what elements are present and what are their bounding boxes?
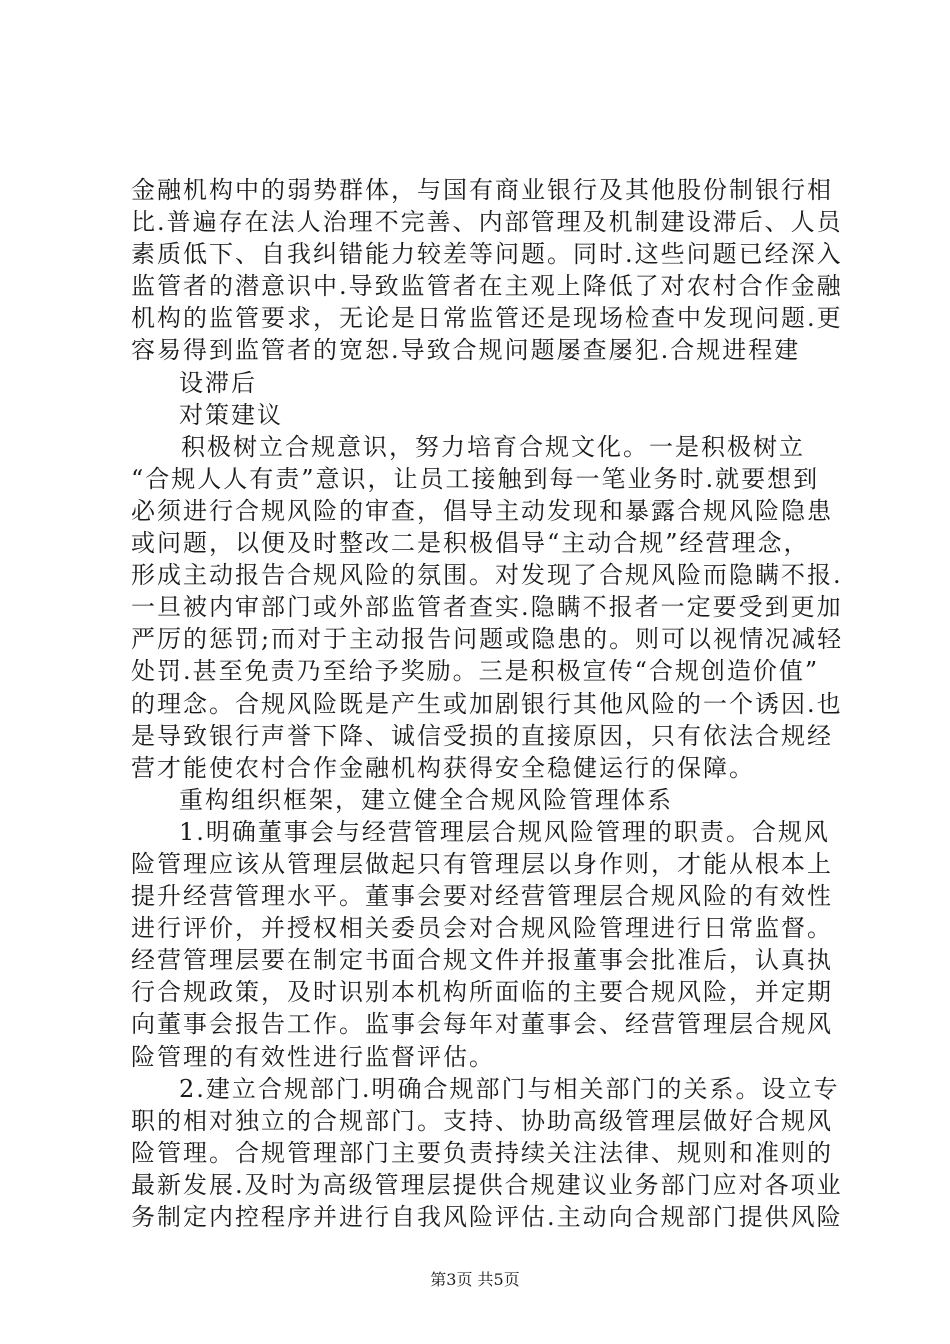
text-line: 积极树立合规意识，努力培育合规文化。一是积极树立	[181, 432, 805, 461]
document-body	[131, 174, 844, 1233]
text-line: 重构组织框架，建立健全合规风险管理体系	[179, 785, 673, 814]
text-line: 务制定内控程序并进行自我风险评估.主动向合规部门提供风险	[131, 1203, 843, 1231]
text-line: 比.普遍存在法人治理不完善、内部管理及机制建设滞后、人员	[131, 208, 843, 237]
text-line: 是导致银行声誉下降、诚信受损的直接原因，只有依法合规经	[131, 721, 833, 750]
text-line: 机构的监管要求，无论是日常监管还是现场检查中发现问题.更	[131, 304, 843, 333]
text-line: 监管者的潜意识中.导致监管者在主观上降低了对农村合作金融	[131, 272, 843, 301]
text-line: 最新发展.及时为高级管理层提供合规建议业务部门应对各项业	[131, 1170, 843, 1199]
text-line: 险管理。合规管理部门主要负责持续关注法律、规则和准则的	[131, 1138, 833, 1167]
text-line: 金融机构中的弱势群体，与国有商业银行及其他股份制银行相	[131, 176, 833, 204]
text-line: 向董事会报告工作。监事会每年对董事会、经营管理层合规风	[131, 1010, 833, 1039]
text-line: 行合规政策，及时识别本机构所面临的主要合规风险，并定期	[131, 978, 833, 1007]
text-line: 严厉的惩罚;而对于主动报告问题或隐患的。则可以视情况减轻	[131, 625, 844, 654]
text-line: 素质低下、自我纠错能力较差等问题。同时.这些问题已经深入	[131, 240, 843, 269]
text-line: 的理念。合规风险既是产生或加剧银行其他风险的一个诱因.也	[131, 689, 843, 718]
text-line: 1.明确董事会与经营管理层合规风险管理的职责。合规风	[179, 817, 830, 846]
text-line: 设滞后	[179, 368, 257, 397]
text-line: 险管理应该从管理层做起只有管理层以身作则，才能从根本上	[131, 849, 833, 878]
text-line: 对策建议	[179, 400, 283, 429]
text-line: 进行评价，并授权相关委员会对合规风险管理进行日常监督。	[131, 914, 833, 943]
text-line: 或问题，以便及时整改二是积极倡导“主动合规”经营理念，	[131, 529, 810, 558]
text-line: 营才能使农村合作金融机构获得安全稳健运行的保障。	[131, 753, 755, 782]
text-line: “合规人人有责”意识，让员工接触到每一笔业务时.就要想到	[131, 464, 820, 493]
text-line: 经营管理层要在制定书面合规文件并报董事会批准后，认真执	[131, 946, 833, 975]
text-line: 一旦被内审部门或外部监管者查实.隐瞒不报者一定要受到更加	[131, 593, 843, 622]
text-line: 必须进行合规风险的审查，倡导主动发现和暴露合规风险隐患	[131, 496, 833, 525]
text-line: 险管理的有效性进行监督评估。	[131, 1042, 495, 1071]
text-line: 职的相对独立的合规部门。支持、协助高级管理层做好合规风	[131, 1106, 833, 1135]
text-line: 2.建立合规部门.明确合规部门与相关部门的关系。设立专	[179, 1074, 840, 1103]
text-line: 处罚.甚至免责乃至给予奖励。三是积极宣传“合规创造价值”	[131, 657, 820, 686]
text-line: 容易得到监管者的宽恕.导致合规问题屡查屡犯.合规进程建	[131, 336, 801, 365]
text-line: 提升经营管理水平。董事会要对经营管理层合规风险的有效性	[131, 882, 833, 911]
text-line: 形成主动报告合规风险的氛围。对发现了合规风险而隐瞒不报.	[131, 561, 843, 590]
page-number-footer: 第3页 共5页	[430, 1270, 520, 1289]
